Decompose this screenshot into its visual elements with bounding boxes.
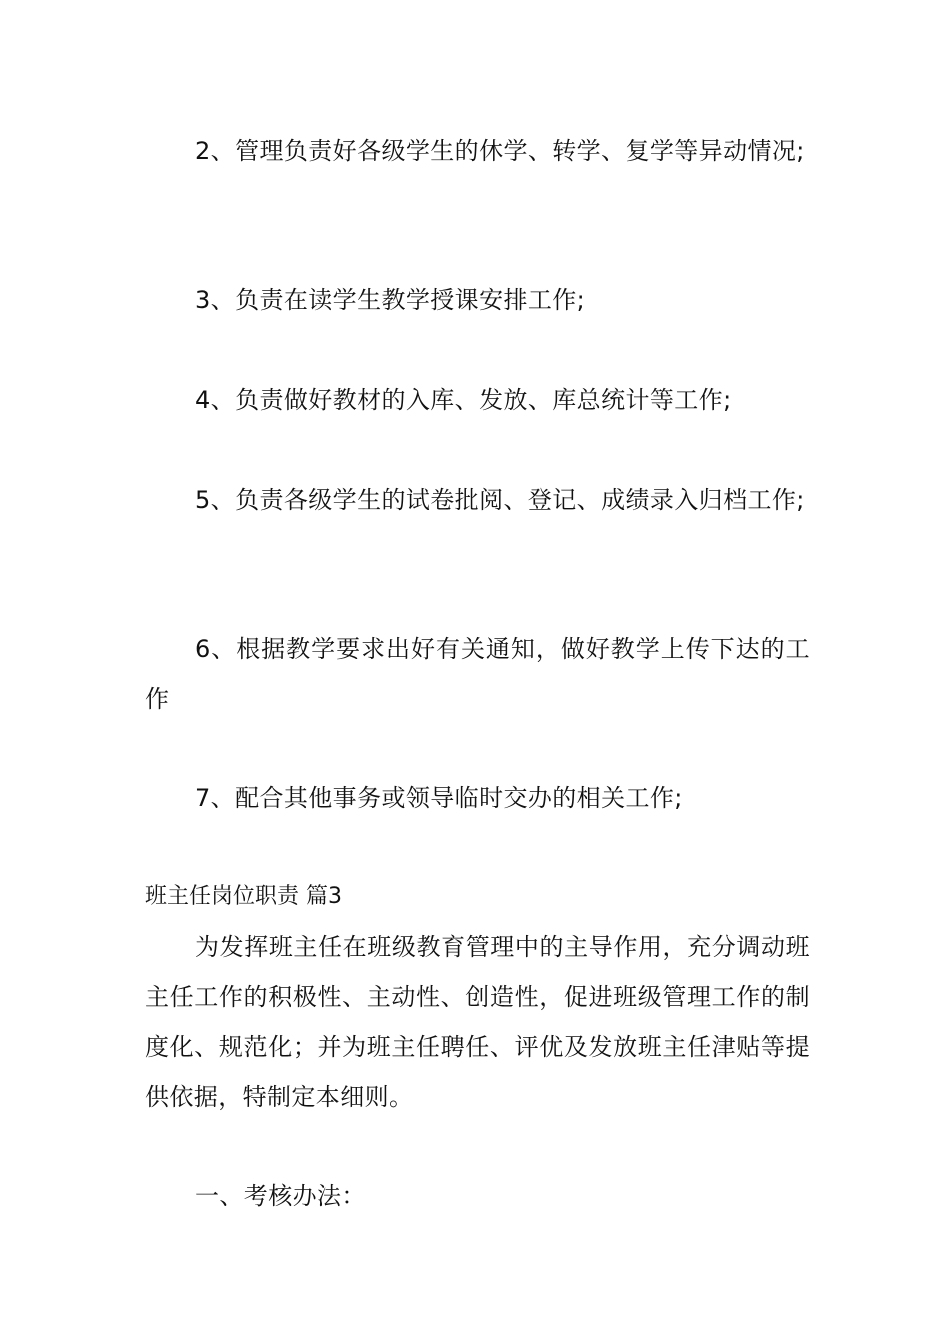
- section-title: 班主任岗位职责 篇3: [145, 884, 342, 909]
- paragraph-item-5: 5、负责各级学生的试卷批阅、登记、成绩录入归档工作;: [195, 486, 805, 514]
- paragraph-item-7: 7、配合其他事务或领导临时交办的相关工作;: [195, 784, 683, 812]
- paragraph-item-4: 4、负责做好教材的入库、发放、库总统计等工作;: [195, 386, 732, 414]
- paragraph-item-2: 2、管理负责好各级学生的休学、转学、复学等异动情况;: [195, 137, 805, 165]
- sub-heading: 一、考核办法：: [195, 1182, 366, 1210]
- intro-paragraph: 为发挥班主任在班级教育管理中的主导作用，充分调动班主任工作的积极性、主动性、创造性，促进班级管理工作的制度化、规范化；并为班主任聘任、评优及发放班主任津贴等提供依据，特制定本细则。: [145, 933, 810, 1111]
- paragraph-item-3: 3、负责在读学生教学授课安排工作;: [195, 286, 586, 314]
- paragraph-item-6: 6、根据教学要求出好有关通知，做好教学上传下达的工作: [145, 635, 810, 713]
